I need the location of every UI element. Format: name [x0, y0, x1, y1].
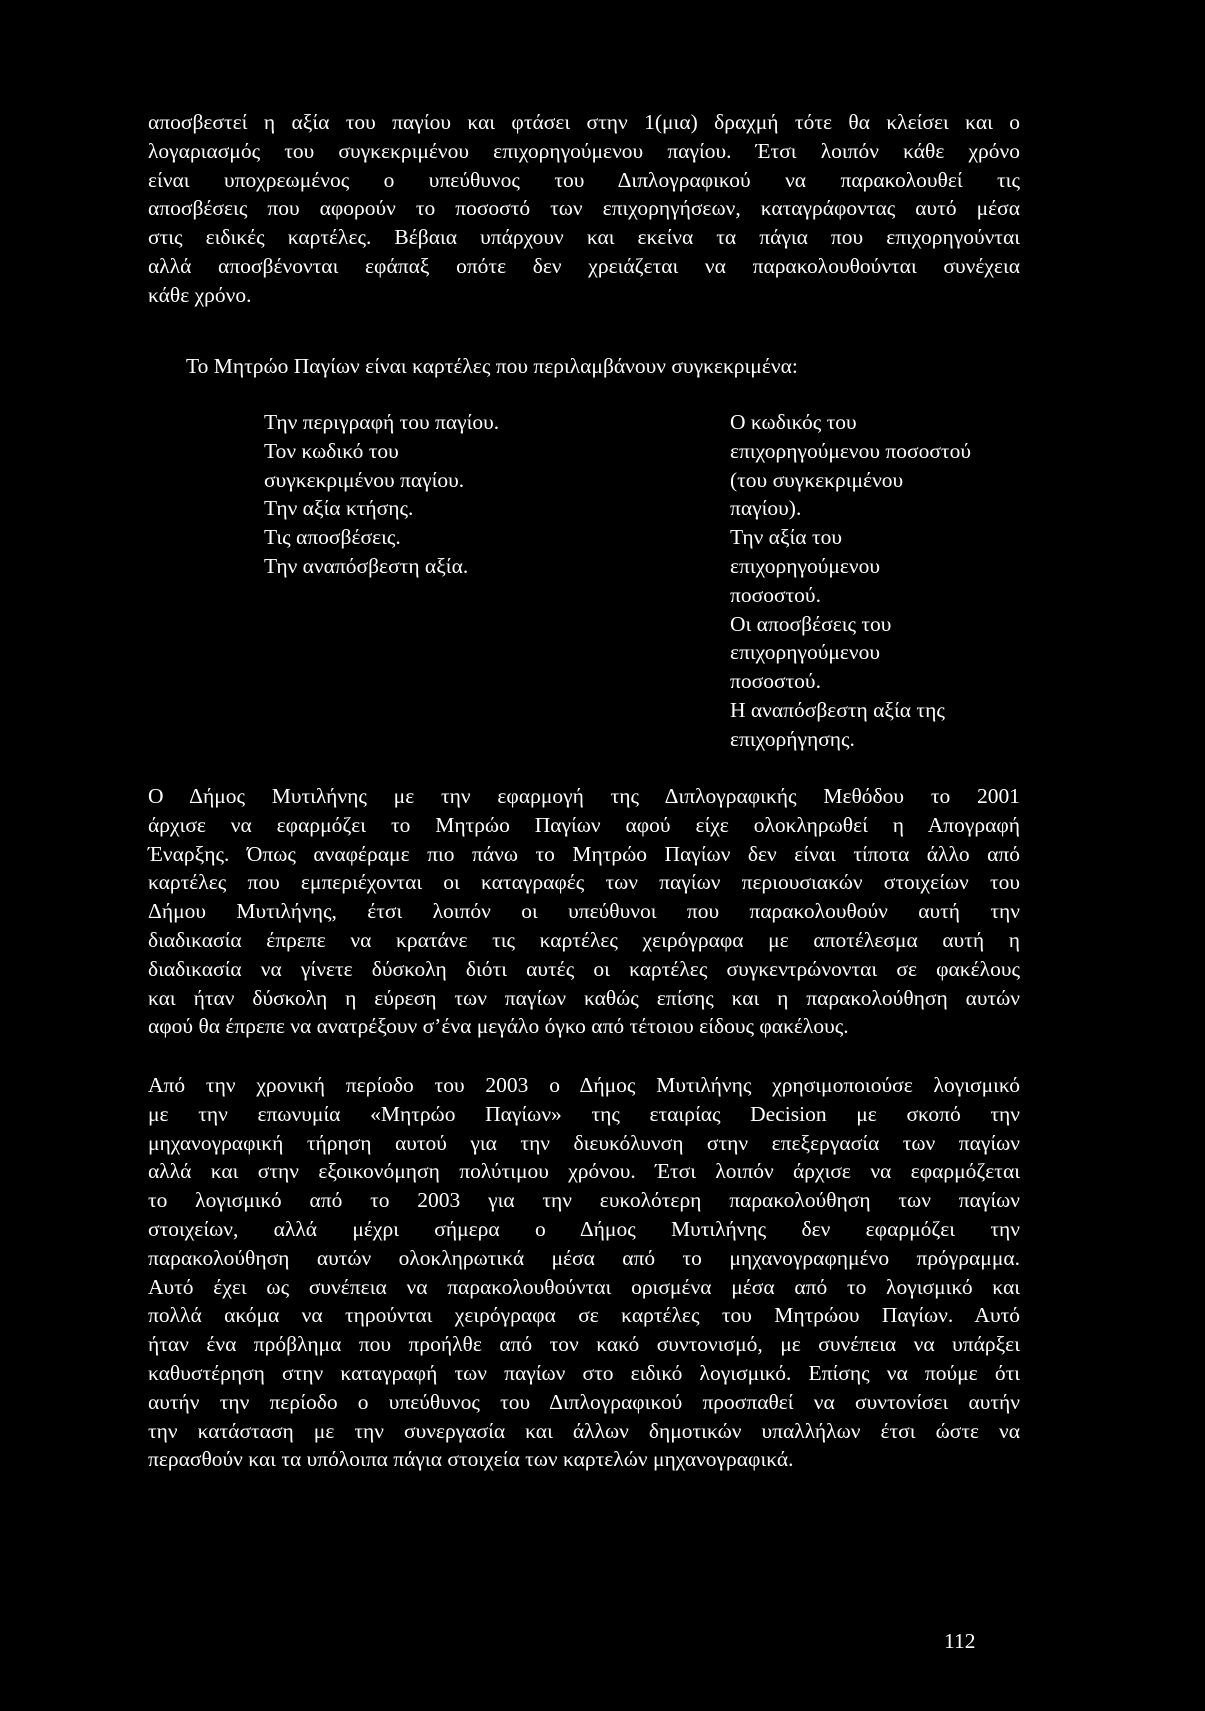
text-line: παρακολούθηση αυτών ολοκληρωτικά μέσα από το μηχανογραφημένο πρόγραμμα.	[148, 1245, 1020, 1270]
page-number: 112	[944, 1629, 976, 1653]
text-line: Αυτό έχει ως συνέπεια να παρακολουθούνται ορισμένα μέσα από το λογισμικό και	[148, 1274, 1020, 1299]
list-item: επιχορήγησης.	[730, 726, 855, 751]
text-line: διαδικασία να γίνετε δύσκολη διότι αυτές οι καρτέλες συγκεντρώνονται σε φακέλους	[148, 956, 1020, 981]
list-item: συγκεκριμένου παγίου.	[264, 467, 465, 492]
list-item: (του συγκεκριμένου	[730, 467, 904, 492]
paragraph-depreciation	[148, 108, 1020, 310]
text-line: περασθούν και τα υπόλοιπα πάγια στοιχεία των καρτελών μηχανογραφικά.	[148, 1447, 794, 1472]
text-line: αποσβεστεί η αξία του παγίου και φτάσει στην 1(μια) δραχμή τότε θα κλείσει και ο	[148, 110, 1020, 134]
text-line: άρχισε να εφαρμόζει το Μητρώο Παγίων αφού είχε ολοκληρωθεί η Απογραφή	[148, 812, 1020, 837]
list-item: Την περιγραφή του παγίου.	[264, 410, 500, 434]
list-item: παγίου).	[730, 496, 802, 521]
text-line: μηχανογραφική τήρηση αυτού για την διευκόλυνση στην επεξεργασία των παγίων	[148, 1130, 1020, 1155]
list-item: επιχορηγούμενου ποσοστού	[730, 438, 971, 463]
paragraph-software	[148, 1071, 1020, 1474]
text-line: το λογισμικό από το 2003 για την ευκολότερη παρακολούθηση των παγίων	[148, 1188, 1020, 1213]
paragraph-municipality-registry	[148, 782, 1020, 1041]
text-line: Από την χρονική περίοδο του 2003 ο Δήμος Μυτιλήνης χρησιμοποιούσε λογισμικό	[148, 1073, 1020, 1097]
text-line: στις ειδικές καρτέλες. Βέβαια υπάρχουν και εκείνα τα πάγια που επιχορηγούνται	[148, 225, 1020, 250]
text-line: καθυστέρηση στην καταγραφή των παγίων στο ειδικό λογισμικό. Επίσης να πούμε ότι	[148, 1360, 1020, 1385]
text-line: αφού θα έπρεπε να ανατρέξουν σ’ένα μεγάλο όγκο από τέτοιου είδους φακέλους.	[148, 1014, 849, 1039]
text-line: στοιχείων, αλλά μέχρι σήμερα ο Δήμος Μυτιλήνης δεν εφαρμόζει την	[148, 1216, 1020, 1241]
text-line: Ο Δήμος Μυτιλήνης με την εφαρμογή της Διπλογραφικής Μεθόδου το 2001	[148, 784, 1020, 808]
text-line: διαδικασία έπρεπε να κρατάνε τις καρτέλες χειρόγραφα με αποτέλεσμα αυτή η	[148, 927, 1020, 952]
list-left-column	[264, 408, 499, 581]
text-line: Έναρξης. Όπως αναφέραμε πιο πάνω το Μητρώο Παγίων δεν είναι τίποτα άλλο από	[148, 841, 1020, 866]
list-item: Την αξία κτήσης.	[264, 496, 414, 521]
text-line: Δήμου Μυτιλήνης, έτσι λοιπόν οι υπεύθυνοι που παρακολουθούν αυτή την	[148, 899, 1020, 924]
text-line: είναι υποχρεωμένος ο υπεύθυνος του Διπλογραφικού να παρακολουθεί τις	[148, 167, 1020, 192]
text-line: πολλά ακόμα να τηρούνται χειρόγραφα σε καρτέλες του Μητρώου Παγίων. Αυτό	[148, 1303, 1020, 1328]
text-line: αυτήν την περίοδο ο υπεύθυνος του Διπλογραφικού προσπαθεί να συντονίσει αυτήν	[148, 1389, 1020, 1414]
list-item: επιχορηγούμενου	[730, 640, 881, 665]
list-item: επιχορηγούμενου	[730, 553, 881, 578]
text-line: ήταν ένα πρόβλημα που προήλθε από τον κακό συντονισμό, με συνέπεια να υπάρξει	[148, 1332, 1020, 1357]
text-line: καρτέλες που εμπεριέχονται οι καταγραφές των παγίων περιουσιακών στοιχείων του	[148, 870, 1020, 895]
list-item: Οι αποσβέσεις του	[730, 611, 892, 636]
list-item: Ο κωδικός του	[730, 410, 857, 434]
text-line: λογαριασμός του συγκεκριμένου επιχορηγούμενου παγίου. Έτσι λοιπόν κάθε χρόνο	[148, 138, 1020, 163]
text-line: την κατάσταση με την συνεργασία και άλλων δημοτικών υπαλλήλων έτσι ώστε να	[148, 1418, 1020, 1443]
list-item: Την αναπόσβεστη αξία.	[264, 553, 469, 578]
list-item: ποσοστού.	[730, 582, 821, 607]
list-intro-line: Το Μητρώο Παγίων είναι καρτέλες που περιλαμβάνουν συγκεκριμένα:	[186, 354, 798, 378]
list-item: Τον κωδικό του	[264, 438, 399, 463]
text-line: με την επωνυμία «Μητρώο Παγίων» της εταιρίας Decision με σκοπό την	[148, 1101, 1020, 1126]
list-item: ποσοστού.	[730, 669, 821, 694]
list-item: Τις αποσβέσεις.	[264, 525, 401, 550]
text-line: αλλά και στην εξοικονόμηση πολύτιμου χρόνου. Έτσι λοιπόν άρχισε να εφαρμόζεται	[148, 1159, 1020, 1184]
text-line: αποσβέσεις που αφορούν το ποσοστό των επιχορηγήσεων, καταγράφοντας αυτό μέσα	[148, 196, 1020, 221]
text-line: κάθε χρόνο.	[148, 282, 252, 307]
list-item: Η αναπόσβεστη αξία της	[730, 697, 945, 722]
text-line: αλλά αποσβένονται εφάπαξ οπότε δεν χρειάζεται να παρακολουθούνται συνέχεια	[148, 253, 1020, 278]
list-item: Την αξία του	[730, 525, 842, 550]
list-right-column	[730, 408, 971, 754]
text-line: και ήταν δύσκολη η εύρεση των παγίων καθώς επίσης και η παρακολούθηση αυτών	[148, 985, 1020, 1010]
